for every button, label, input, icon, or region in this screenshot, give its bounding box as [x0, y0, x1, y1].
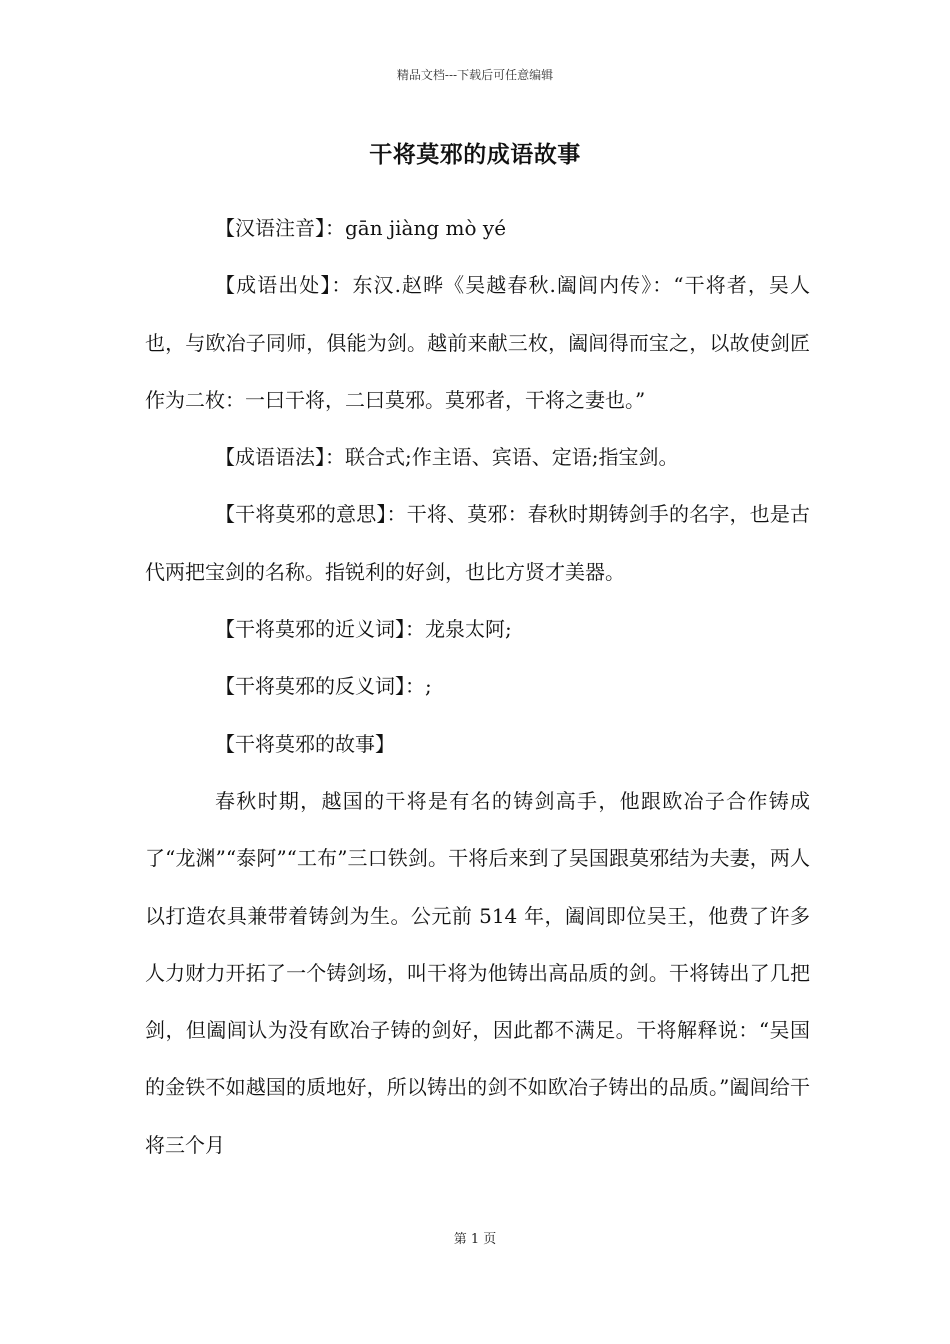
synonym-paragraph: 【干将莫邪的近义词】：龙泉太阿;	[215, 617, 512, 642]
document-body	[145, 200, 810, 1174]
page-header: 精品文档---下载后可任意编辑	[396, 68, 554, 82]
meaning-paragraph: 【干将莫邪的意思】：干将、莫邪：春秋时期铸剑手的名字，也是古代两把宝剑的名称。指锐利的好剑，也比方贤才美器。	[145, 502, 810, 584]
document-title: 干将莫邪的成语故事	[369, 141, 581, 168]
source-paragraph: 【成语出处】：东汉.赵晔《吴越春秋.阖闾内传》：“干将者，吴人也，与欧冶子同师，俱能为剑。越前来献三枚，阖闾得而宝之，以故使剑匠作为二枚：一曰干将，二曰莫邪。莫邪者，干将之妻也。”	[145, 273, 810, 412]
pinyin-paragraph: 【汉语注音】：gān jiàng mò yé	[215, 216, 507, 240]
story-heading: 【干将莫邪的故事】	[215, 731, 395, 756]
page-number: 第 1 页	[453, 1232, 497, 1247]
grammar-paragraph: 【成语语法】：联合式;作主语、宾语、定语;指宝剑。	[215, 445, 679, 470]
story-paragraph: 春秋时期，越国的干将是有名的铸剑高手，他跟欧冶子合作铸成了“龙渊”“泰阿”“工布”三口铁剑。干将后来到了吴国跟莫邪结为夫妻，两人以打造农具兼带着铸剑为生。公元前 514 年，阖闾即位吴王，他费了许多人力财力开拓了一个铸剑场，叫干将为他铸出高品质的剑。干将铸出了几把剑，但阖闾认为没有欧冶子铸的剑好，因此都不满足。干将解释说：“吴国的金铁不如越国的质地好，所以铸出的剑不如欧冶子铸出的品质。”阖闾给干将三个月	[145, 788, 810, 1157]
antonym-paragraph: 【干将莫邪的反义词】：;	[215, 674, 432, 699]
